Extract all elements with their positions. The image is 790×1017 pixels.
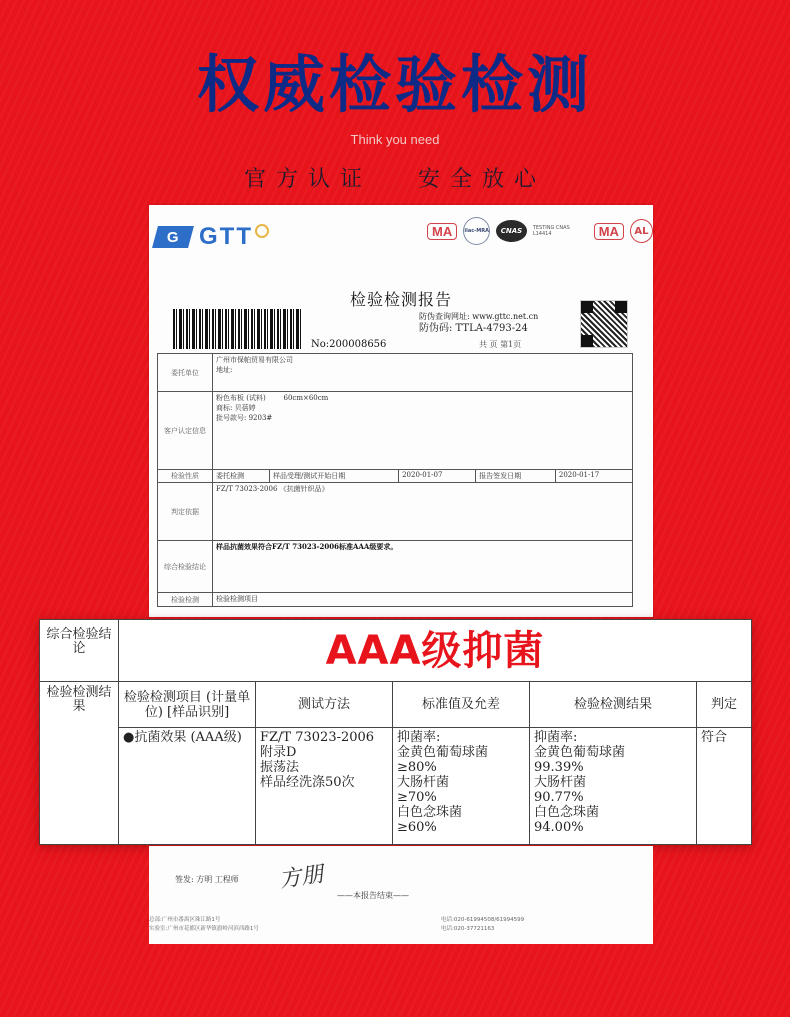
ilac-logo: ilac-MRA xyxy=(463,217,490,245)
standard-line: 抑菌率: xyxy=(397,730,441,745)
barcode-icon xyxy=(173,309,303,349)
qr-code-icon xyxy=(581,301,627,347)
client-cell xyxy=(213,354,633,392)
address-1: 总部:广州市番禺区珠江路1号 xyxy=(149,917,221,923)
report-footer-paper xyxy=(149,846,653,944)
method-line: 振荡法 xyxy=(260,760,300,775)
gtt-brand: GTT xyxy=(199,223,253,250)
testing-label: TESTING CNAS L14414 xyxy=(532,225,570,237)
col-standard-header: 标准值及允差 xyxy=(393,682,530,728)
address-2: 实验室:广州市花都区新华镇旗岭河滨西路1号 xyxy=(149,926,259,932)
result-line: 90.77% xyxy=(534,790,584,805)
sample-name: 粉色布板 (试料) xyxy=(216,394,266,402)
basis-value: FZ/T 73023-2006 《抗菌针织品》 xyxy=(213,483,633,541)
gtt-mark-icon: G xyxy=(152,226,194,248)
conclusion-label: 综合检验结论 xyxy=(158,541,213,593)
col-method-header: 测试方法 xyxy=(256,682,393,728)
gtt-logo xyxy=(155,223,269,251)
slogan xyxy=(0,162,790,193)
signature-image: 方朋 xyxy=(277,862,325,893)
sample-batch: 批号款号: 9203# xyxy=(216,414,273,422)
page-title: 权威检验检测 xyxy=(196,48,593,121)
date-value: 2020-01-07 xyxy=(399,470,476,483)
sample-label: 客户认定信息 xyxy=(158,392,213,470)
standard-line: 金黄色葡萄球菌 xyxy=(397,745,489,760)
verify-url: 防伪查询网址: www.gttc.net.cn xyxy=(419,312,539,321)
report-number: No:200008656 xyxy=(311,339,387,350)
result-line: 94.00% xyxy=(534,820,584,835)
col-result-header: 检验检测结果 xyxy=(530,682,697,728)
page-subtitle: Think you need xyxy=(350,132,440,147)
verify-info xyxy=(419,311,538,335)
footer-phones xyxy=(441,916,524,934)
method-line: 样品经洗涤50次 xyxy=(260,775,355,790)
issue-label: 报告签发日期 xyxy=(476,470,556,483)
conclusion-value: 样品抗菌效果符合FZ/T 73023-2006标准AAA级要求。 xyxy=(213,541,633,593)
verify-code: 防伪码: TTLA-4793-24 xyxy=(419,323,528,334)
cma-logo-2: MA xyxy=(594,223,624,240)
report-paper xyxy=(149,205,653,617)
issue-value: 2020-01-17 xyxy=(555,470,632,483)
result-line: 白色念珠菌 xyxy=(534,805,600,820)
certification-logos xyxy=(427,217,653,245)
method-line: FZ/T 73023-2006 xyxy=(260,730,375,745)
signer: 签发: 方明 工程师 xyxy=(175,875,239,884)
result-table xyxy=(39,619,752,845)
nature-label: 检验性质 xyxy=(158,470,213,483)
item-cell: ●抗菌效果 (AAA级) xyxy=(119,728,256,845)
cal-logo: AL xyxy=(630,219,653,243)
grade-text: AAA级抑菌 xyxy=(119,620,752,682)
date-label: 样品受理/测试开始日期 xyxy=(269,470,398,483)
method-line: 附录D xyxy=(260,745,297,760)
result-highlight-card xyxy=(39,619,752,845)
item-label: 检验检测 xyxy=(158,593,213,607)
report-title: 检验检测报告 xyxy=(349,290,452,309)
standard-line: ≥80% xyxy=(397,760,437,775)
standard-line: ≥70% xyxy=(397,790,437,805)
report-end: ——本报告结束—— xyxy=(337,891,409,900)
card-conclusion-label: 综合检验结论 xyxy=(40,620,119,682)
gtt-dot-icon xyxy=(255,224,269,238)
method-cell xyxy=(256,728,393,845)
item-head: 检验检测项目 xyxy=(213,593,633,607)
standard-line: 大肠杆菌 xyxy=(397,775,450,790)
standard-cell xyxy=(393,728,530,845)
slogan-left: 官方认证 xyxy=(243,167,372,192)
sample-cell xyxy=(213,392,633,470)
phone-2: 电话:020-37721163 xyxy=(441,926,495,932)
client-address: 地址: xyxy=(216,366,233,374)
phone-1: 电话:020-61994508/61994599 xyxy=(441,917,525,923)
footer-addresses xyxy=(149,916,259,934)
slogan-right: 安全放心 xyxy=(418,167,547,192)
sample-brand: 商标: 贝蓓婷 xyxy=(216,404,256,412)
nature-value: 委托检测 xyxy=(213,470,270,483)
judge-cell: 符合 xyxy=(697,728,752,845)
result-line: 大肠杆菌 xyxy=(534,775,587,790)
report-table xyxy=(157,353,633,607)
sample-size: 60cm×60cm xyxy=(283,394,329,402)
standard-line: 白色念珠菌 xyxy=(397,805,463,820)
result-line: 抑菌率: xyxy=(534,730,578,745)
result-line: 金黄色葡萄球菌 xyxy=(534,745,626,760)
cnas-logo: CNAS xyxy=(496,220,527,242)
client-label: 委托单位 xyxy=(158,354,213,392)
result-cell xyxy=(530,728,697,845)
client-name: 广州市保帕贸易有限公司 xyxy=(216,356,293,364)
col-judge-header: 判定 xyxy=(697,682,752,728)
col-item-header: 检验检测项目 (计量单位) [样品识别] xyxy=(119,682,256,728)
standard-line: ≥60% xyxy=(397,820,437,835)
page-count: 共 页 第1页 xyxy=(479,340,522,349)
cma-logo: MA xyxy=(427,223,457,240)
card-result-label: 检验检测结果 xyxy=(40,682,119,845)
result-line: 99.39% xyxy=(534,760,584,775)
basis-label: 判定依据 xyxy=(158,483,213,541)
